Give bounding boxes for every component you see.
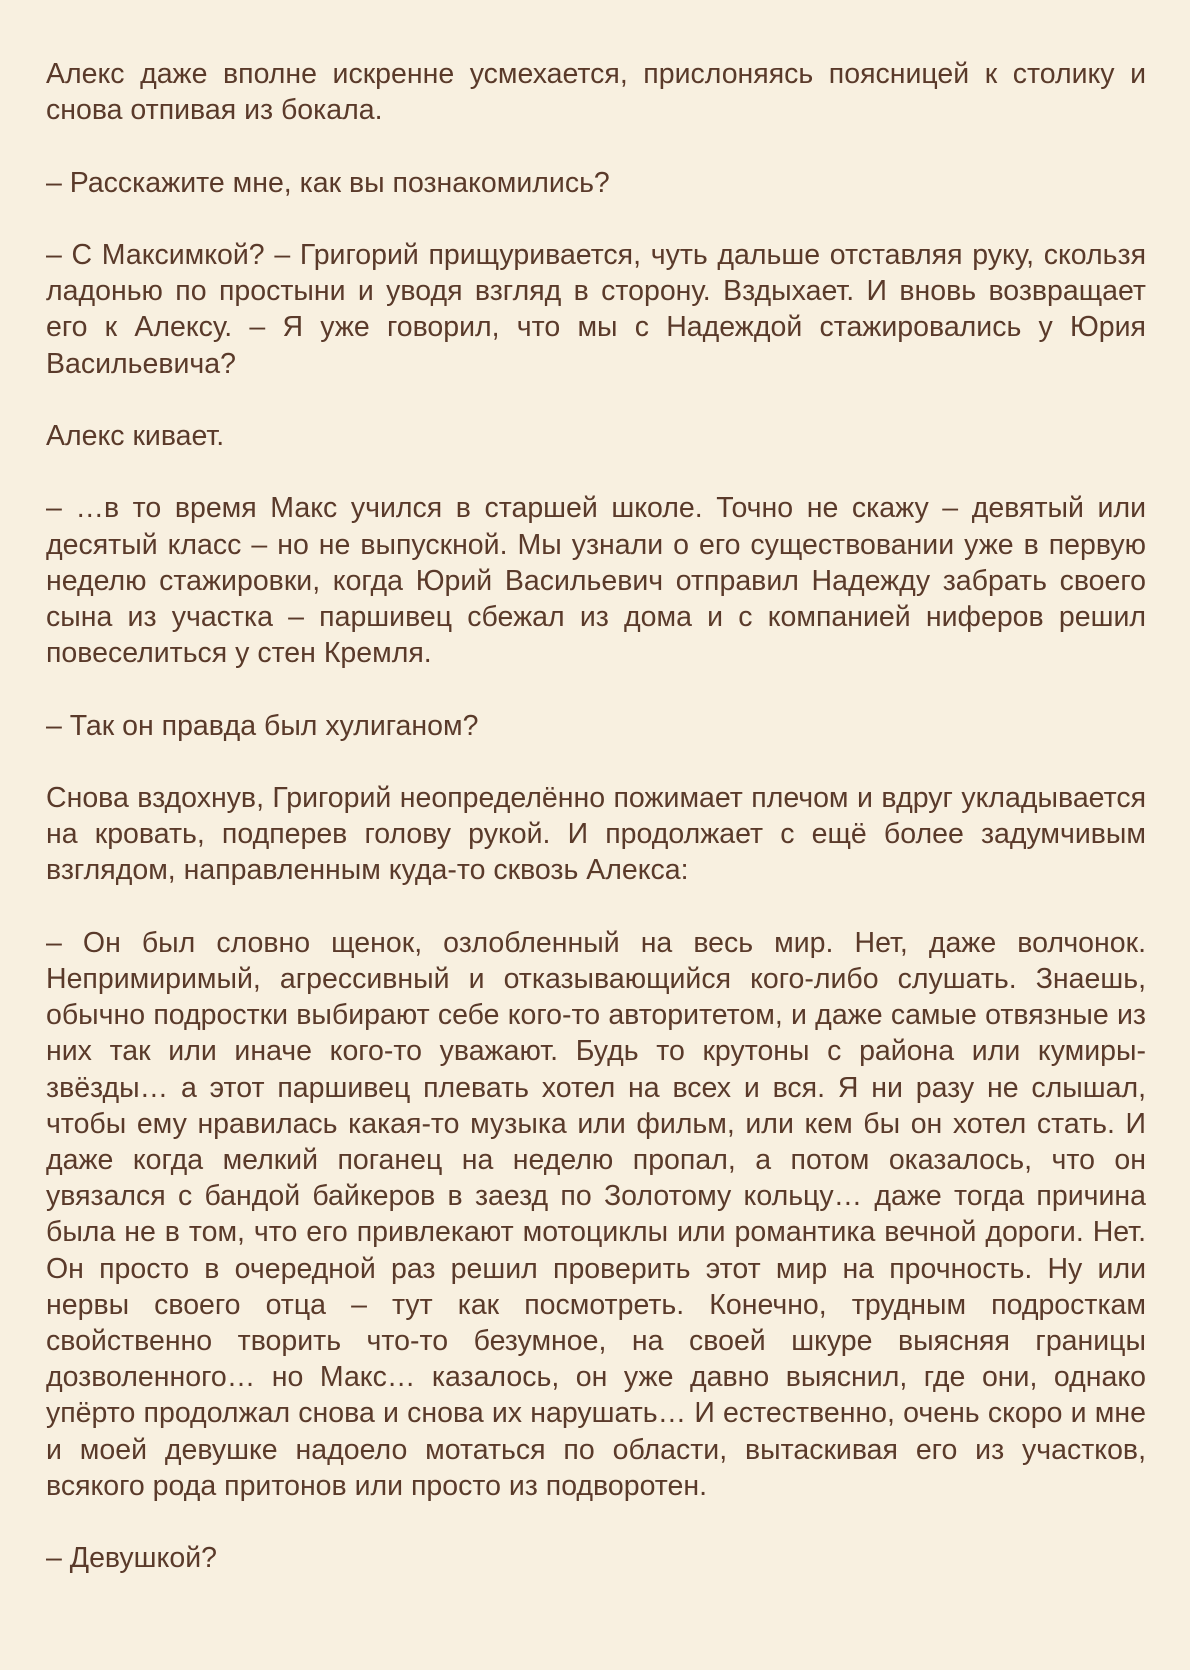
paragraph: – Девушкой? — [46, 1542, 217, 1575]
paragraph: Снова вздохнув, Григорий неопределённо пожимает плечом и вдруг укладывается на кровать, подперев голову рукой. И продолжает с ещё более задумчивым взглядом, направленным куда-то сквозь Алекса: — [46, 781, 1146, 887]
paragraph: – Он был словно щенок, озлобленный на весь мир. Нет, даже волчонок. Непримиримый, агрессивный и отказывающийся кого-либо слушать. Знаешь, обычно подростки выбирают себе кого-то авторитетом, и даже самые отвязные из них так или иначе кого-то уважают. Будь то крутоны с района или кумиры-звёзды… а этот паршивец плевать хотел на всех и вся. Я ни разу не слышал, чтобы ему нравилась какая-то музыка или фильм, или кем бы он хотел стать. И даже когда мелкий поганец на неделю пропал, а потом оказалось, что он увязался с бандой байкеров в заезд по Золотому кольцу… даже тогда причина была не в том, что его привлекают мотоциклы или романтика вечной дороги. Нет. Он просто в очередной раз решил проверить этот мир на прочность. Ну или нервы своего отца – тут как посмотреть. Конечно, трудным подросткам свойственно творить что-то безумное, на своей шкуре выясняя границы дозволенного… но Макс… казалось, он уже давно выяснил, где они, однако упёрто продолжал снова и снова их нарушать… И естественно, очень скоро и мне и моей девушке надоело мотаться по области, вытаскивая его из участков, всякого рода притонов или просто из подворотен. — [46, 926, 1146, 1502]
paragraph: Алекс даже вполне искренне усмехается, прислоняясь поясницей к столику и снова отпивая из бокала. — [46, 58, 1146, 127]
paragraph: – С Максимкой? – Григорий прищуривается, чуть дальше отставляя руку, скользя ладонью по простыни и уводя взгляд в сторону. Вздыхает. И вновь возвращает его к Алексу. – Я уже говорил, что мы с Надеждой стажировались у Юрия Васильевича? — [46, 238, 1146, 380]
paragraph: – …в то время Макс учился в старшей школе. Точно не скажу – девятый или десятый класс – но не выпускной. Мы узнали о его существовании уже в первую неделю стажировки, когда Юрий Васильевич отправил Надежду забрать своего сына из участка – паршивец сбежал из дома и с компанией ниферов решил повеселиться у стен Кремля. — [46, 492, 1146, 670]
paragraph: – Расскажите мне, как вы познакомились? — [46, 166, 610, 199]
paragraph: Алекс кивает. — [46, 419, 225, 452]
paragraph: – Так он правда был хулиганом? — [46, 709, 479, 742]
